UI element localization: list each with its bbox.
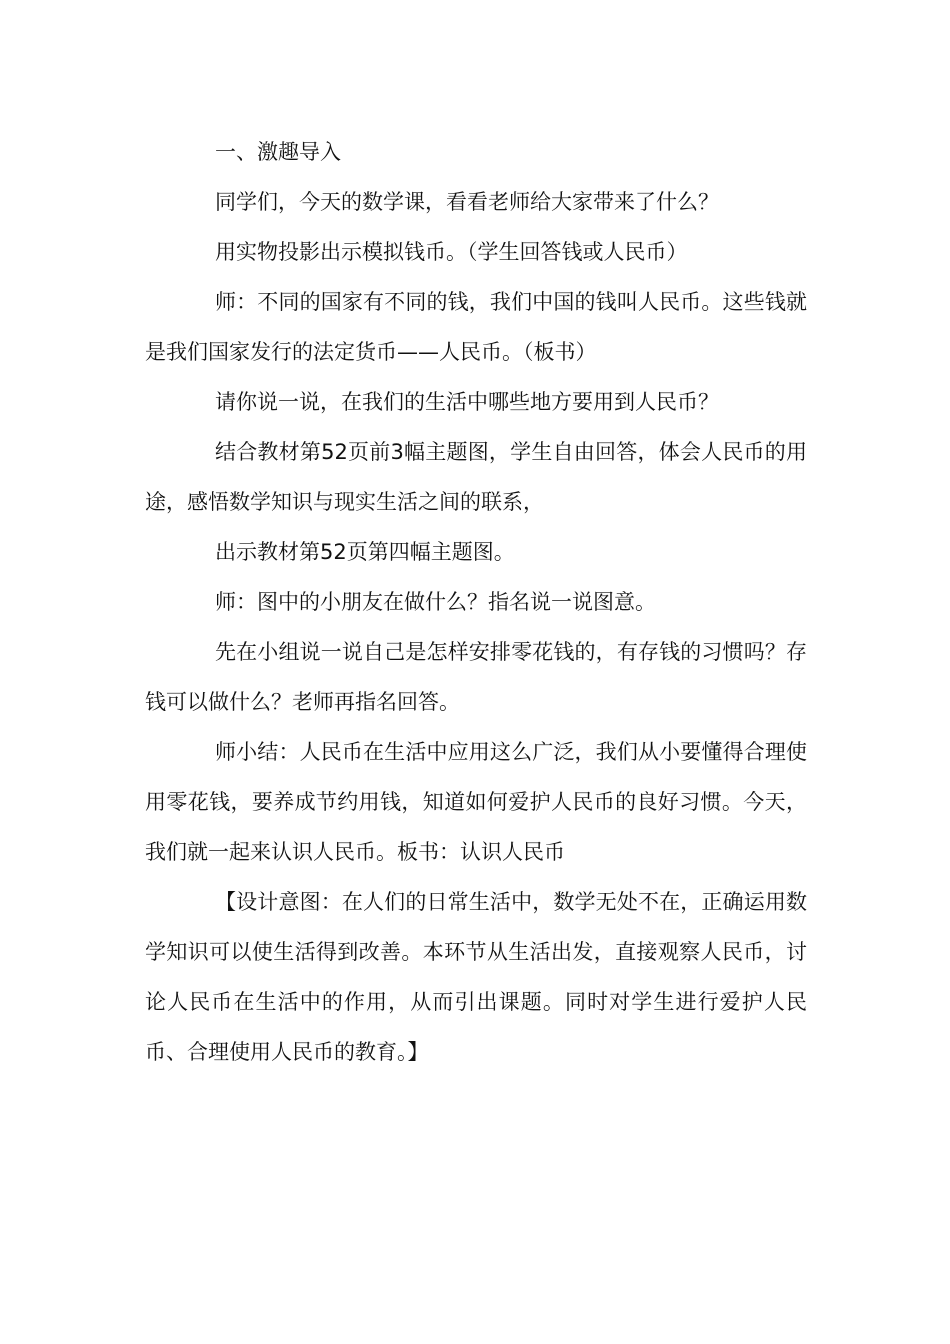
paragraph-teacher-question: 师：图中的小朋友在做什么？指名说一说图意。 [215, 590, 656, 614]
paragraph-projection: 用实物投影出示模拟钱币。（学生回答钱或人民币） [215, 240, 688, 264]
paragraph-textbook-images: 结合教材第52页前3幅主题图，学生自由回答，体会人民币的用途，感悟数学知识与现实生活之间的联系， [145, 440, 807, 514]
paragraph-teacher-intro: 师：不同的国家有不同的钱，我们中国的钱叫人民币。这些钱就是我们国家发行的法定货币——人民币。（板书） [145, 290, 807, 364]
paragraph-group-discussion: 先在小组说一说自己是怎样安排零花钱的，有存钱的习惯吗？存钱可以做什么？老师再指名回答。 [145, 640, 807, 714]
paragraph-opening-question: 同学们，今天的数学课，看看老师给大家带来了什么？ [215, 190, 719, 214]
paragraph-teacher-summary: 师小结：人民币在生活中应用这么广泛，我们从小要懂得合理使用零花钱，要养成节约用钱，知道如何爱护人民币的良好习惯。今天，我们就一起来认识人民币。板书：认识人民币 [145, 740, 807, 864]
paragraph-fourth-image: 出示教材第52页第四幅主题图。 [215, 540, 515, 564]
section-heading: 一、激趣导入 [215, 140, 341, 164]
paragraph-design-intent: 【设计意图：在人们的日常生活中，数学无处不在，正确运用数学知识可以使生活得到改善。本环节从生活出发，直接观察人民币，讨论人民币在生活中的作用，从而引出课题。同时对学生进行爱护人民币、合理使用人民币的教育。】 [145, 890, 807, 1064]
paragraph-discussion-prompt: 请你说一说，在我们的生活中哪些地方要用到人民币？ [215, 390, 719, 414]
document-body [145, 127, 807, 1077]
